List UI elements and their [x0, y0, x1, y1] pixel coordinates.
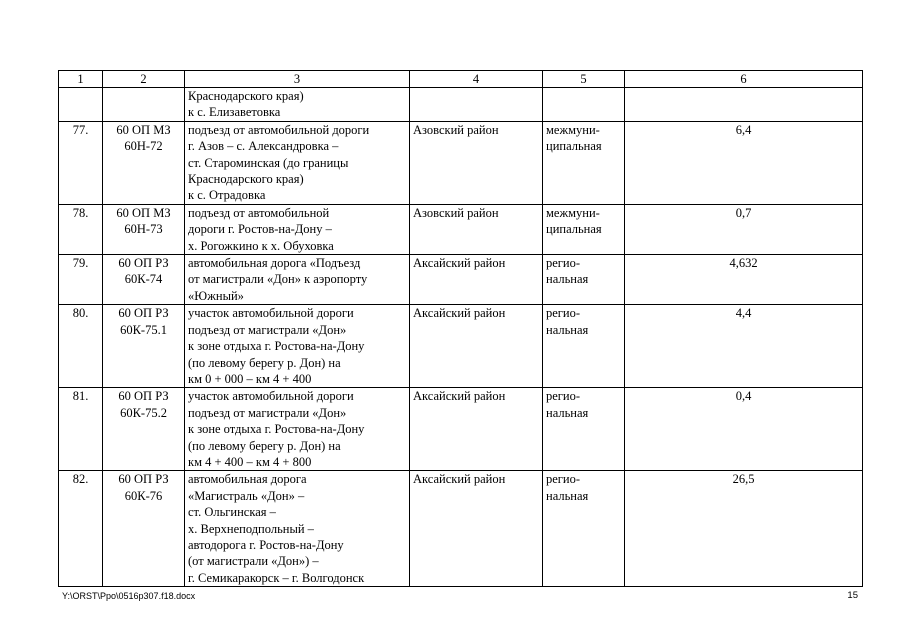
length-cell: [625, 88, 863, 122]
row-number-cell: [59, 255, 103, 305]
row-number: 80.: [72, 306, 89, 321]
road-code-line: 60Н-73: [124, 222, 163, 237]
road-name-line: участок автомобильной дороги: [188, 306, 354, 321]
row-number: 78.: [72, 205, 89, 220]
row-number-cell: [59, 121, 103, 204]
row-number-cell: [59, 305, 103, 388]
row-number-cell: [59, 388, 103, 471]
district-cell: [410, 204, 543, 254]
road-name-line: г. Семикаракорск – г. Волгодонск: [188, 570, 365, 585]
row-number-cell: [59, 88, 103, 122]
road-name-line: от магистрали «Дон» к аэропорту: [188, 272, 368, 287]
significance-cell: [543, 255, 625, 305]
row-number: 77.: [72, 122, 89, 137]
significance-line: нальная: [546, 488, 589, 503]
significance-cell: [543, 471, 625, 587]
significance-cell: [543, 88, 625, 122]
road-name-line: автомобильная дорога: [188, 472, 307, 487]
road-code-line: 60 ОП РЗ: [118, 256, 169, 271]
district-name: Аксайский район: [413, 389, 506, 404]
significance-line: регио-: [546, 306, 581, 321]
significance-cell: [543, 204, 625, 254]
road-name-line: «Южный»: [188, 288, 244, 303]
road-name-cell: [185, 88, 410, 122]
road-code-line: 60К-74: [124, 272, 163, 287]
road-code-cell: [103, 388, 185, 471]
road-name-line: ст. Ольгинская –: [188, 505, 276, 520]
significance-line: ципальная: [546, 222, 602, 237]
district-name: Аксайский район: [413, 256, 506, 271]
road-name-line: х. Верхнеподпольный –: [188, 521, 314, 536]
road-name-cell: [185, 121, 410, 204]
district-cell: [410, 255, 543, 305]
road-name-line: подъезд от автомобильной: [188, 205, 330, 220]
table-row: [59, 388, 863, 471]
road-code-cell: [103, 305, 185, 388]
length-cell: [625, 305, 863, 388]
road-length: 6,4: [735, 122, 752, 137]
significance-cell: [543, 388, 625, 471]
road-code-line: 60К-75.1: [120, 322, 167, 337]
road-length: 4,4: [735, 306, 752, 321]
road-name-line: Краснодарского края): [188, 172, 304, 187]
road-name-line: к с. Отрадовка: [188, 188, 266, 203]
significance-cell: [543, 121, 625, 204]
road-name-line: автомобильная дорога «Подъезд: [188, 256, 361, 271]
row-number-cell: [59, 471, 103, 587]
road-name-cell: [185, 471, 410, 587]
road-name-cell: [185, 305, 410, 388]
table-row: [59, 471, 863, 587]
header-cell-1: 1: [59, 71, 103, 88]
road-name-line: ст. Староминская (до границы: [188, 155, 349, 170]
table-row: [59, 121, 863, 204]
district-cell: [410, 121, 543, 204]
length-cell: [625, 121, 863, 204]
row-number: 79.: [72, 256, 89, 271]
district-cell: [410, 388, 543, 471]
district-name: Аксайский район: [413, 472, 506, 487]
row-number-cell: [59, 204, 103, 254]
road-name-cell: [185, 255, 410, 305]
road-code-cell: [103, 121, 185, 204]
road-name-line: к зоне отдыха г. Ростова-на-Дону: [188, 339, 365, 354]
road-length: 26,5: [732, 472, 755, 487]
road-name-cell: [185, 388, 410, 471]
road-code-cell: [103, 255, 185, 305]
road-name-line: к зоне отдыха г. Ростова-на-Дону: [188, 422, 365, 437]
road-name-line: (по левому берегу р. Дон) на: [188, 355, 341, 370]
road-code-cell: [103, 88, 185, 122]
significance-line: регио-: [546, 256, 581, 271]
road-name-line: к с. Елизаветовка: [188, 105, 281, 120]
road-code-line: 60 ОП МЗ: [116, 205, 171, 220]
road-length: 0,4: [735, 389, 752, 404]
significance-line: регио-: [546, 389, 581, 404]
header-cell-5: 5: [543, 71, 625, 88]
road-name-cell: [185, 204, 410, 254]
header-cell-2: 2: [103, 71, 185, 88]
table-body: [59, 88, 863, 587]
road-name-line: км 0 + 000 – км 4 + 400: [188, 371, 312, 386]
district-name: Азовский район: [413, 205, 499, 220]
row-number: 81.: [72, 389, 89, 404]
road-code-line: 60 ОП РЗ: [118, 389, 169, 404]
significance-line: межмуни-: [546, 122, 600, 137]
row-number: 82.: [72, 472, 89, 487]
road-code-cell: [103, 204, 185, 254]
road-name-line: км 4 + 400 – км 4 + 800: [188, 454, 312, 469]
district-cell: [410, 88, 543, 122]
length-cell: [625, 204, 863, 254]
road-name-line: (от магистрали «Дон») –: [188, 554, 319, 569]
road-name-line: участок автомобильной дороги: [188, 389, 354, 404]
road-name-line: г. Азов – с. Александровка –: [188, 139, 339, 154]
roads-table: [58, 70, 863, 587]
table-row: [59, 88, 863, 122]
significance-line: межмуни-: [546, 205, 600, 220]
length-cell: [625, 471, 863, 587]
length-cell: [625, 388, 863, 471]
length-cell: [625, 255, 863, 305]
road-code-line: 60 ОП РЗ: [118, 472, 169, 487]
significance-cell: [543, 305, 625, 388]
road-name-line: Краснодарского края): [188, 89, 304, 103]
district-cell: [410, 305, 543, 388]
page-number: 15: [847, 590, 858, 601]
road-name-line: подъезд от автомобильной дороги: [188, 122, 370, 137]
significance-line: нальная: [546, 322, 589, 337]
road-name-line: подъезд от магистрали «Дон»: [188, 322, 347, 337]
road-length: 4,632: [729, 256, 758, 271]
footer-file-path: Y:\ORST\Ppo\0516p307.f18.docx: [62, 591, 196, 601]
road-name-line: подъезд от магистрали «Дон»: [188, 405, 347, 420]
road-name-line: «Магистраль «Дон» –: [188, 488, 305, 503]
district-name: Аксайский район: [413, 306, 506, 321]
road-name-line: дороги г. Ростов-на-Дону –: [188, 222, 332, 237]
header-cell-6: 6: [625, 71, 863, 88]
road-code-line: 60К-75.2: [120, 405, 167, 420]
district-name: Азовский район: [413, 122, 499, 137]
road-code-line: 60Н-72: [124, 139, 163, 154]
table-row: [59, 204, 863, 254]
district-cell: [410, 471, 543, 587]
significance-line: нальная: [546, 405, 589, 420]
road-name-line: х. Рогожкино к х. Обуховка: [188, 238, 334, 253]
header-cell-3: 3: [185, 71, 410, 88]
significance-line: нальная: [546, 272, 589, 287]
significance-line: регио-: [546, 472, 581, 487]
road-length: 0,7: [735, 205, 752, 220]
header-row: [59, 71, 863, 88]
significance-line: ципальная: [546, 139, 602, 154]
table-row: [59, 305, 863, 388]
header-cell-4: 4: [410, 71, 543, 88]
road-name-line: (по левому берегу р. Дон) на: [188, 438, 341, 453]
road-code-cell: [103, 471, 185, 587]
road-code-line: 60 ОП МЗ: [116, 122, 171, 137]
road-code-line: 60К-76: [124, 488, 163, 503]
road-code-line: 60 ОП РЗ: [118, 306, 169, 321]
table-row: [59, 255, 863, 305]
road-name-line: автодорога г. Ростов-на-Дону: [188, 537, 344, 552]
